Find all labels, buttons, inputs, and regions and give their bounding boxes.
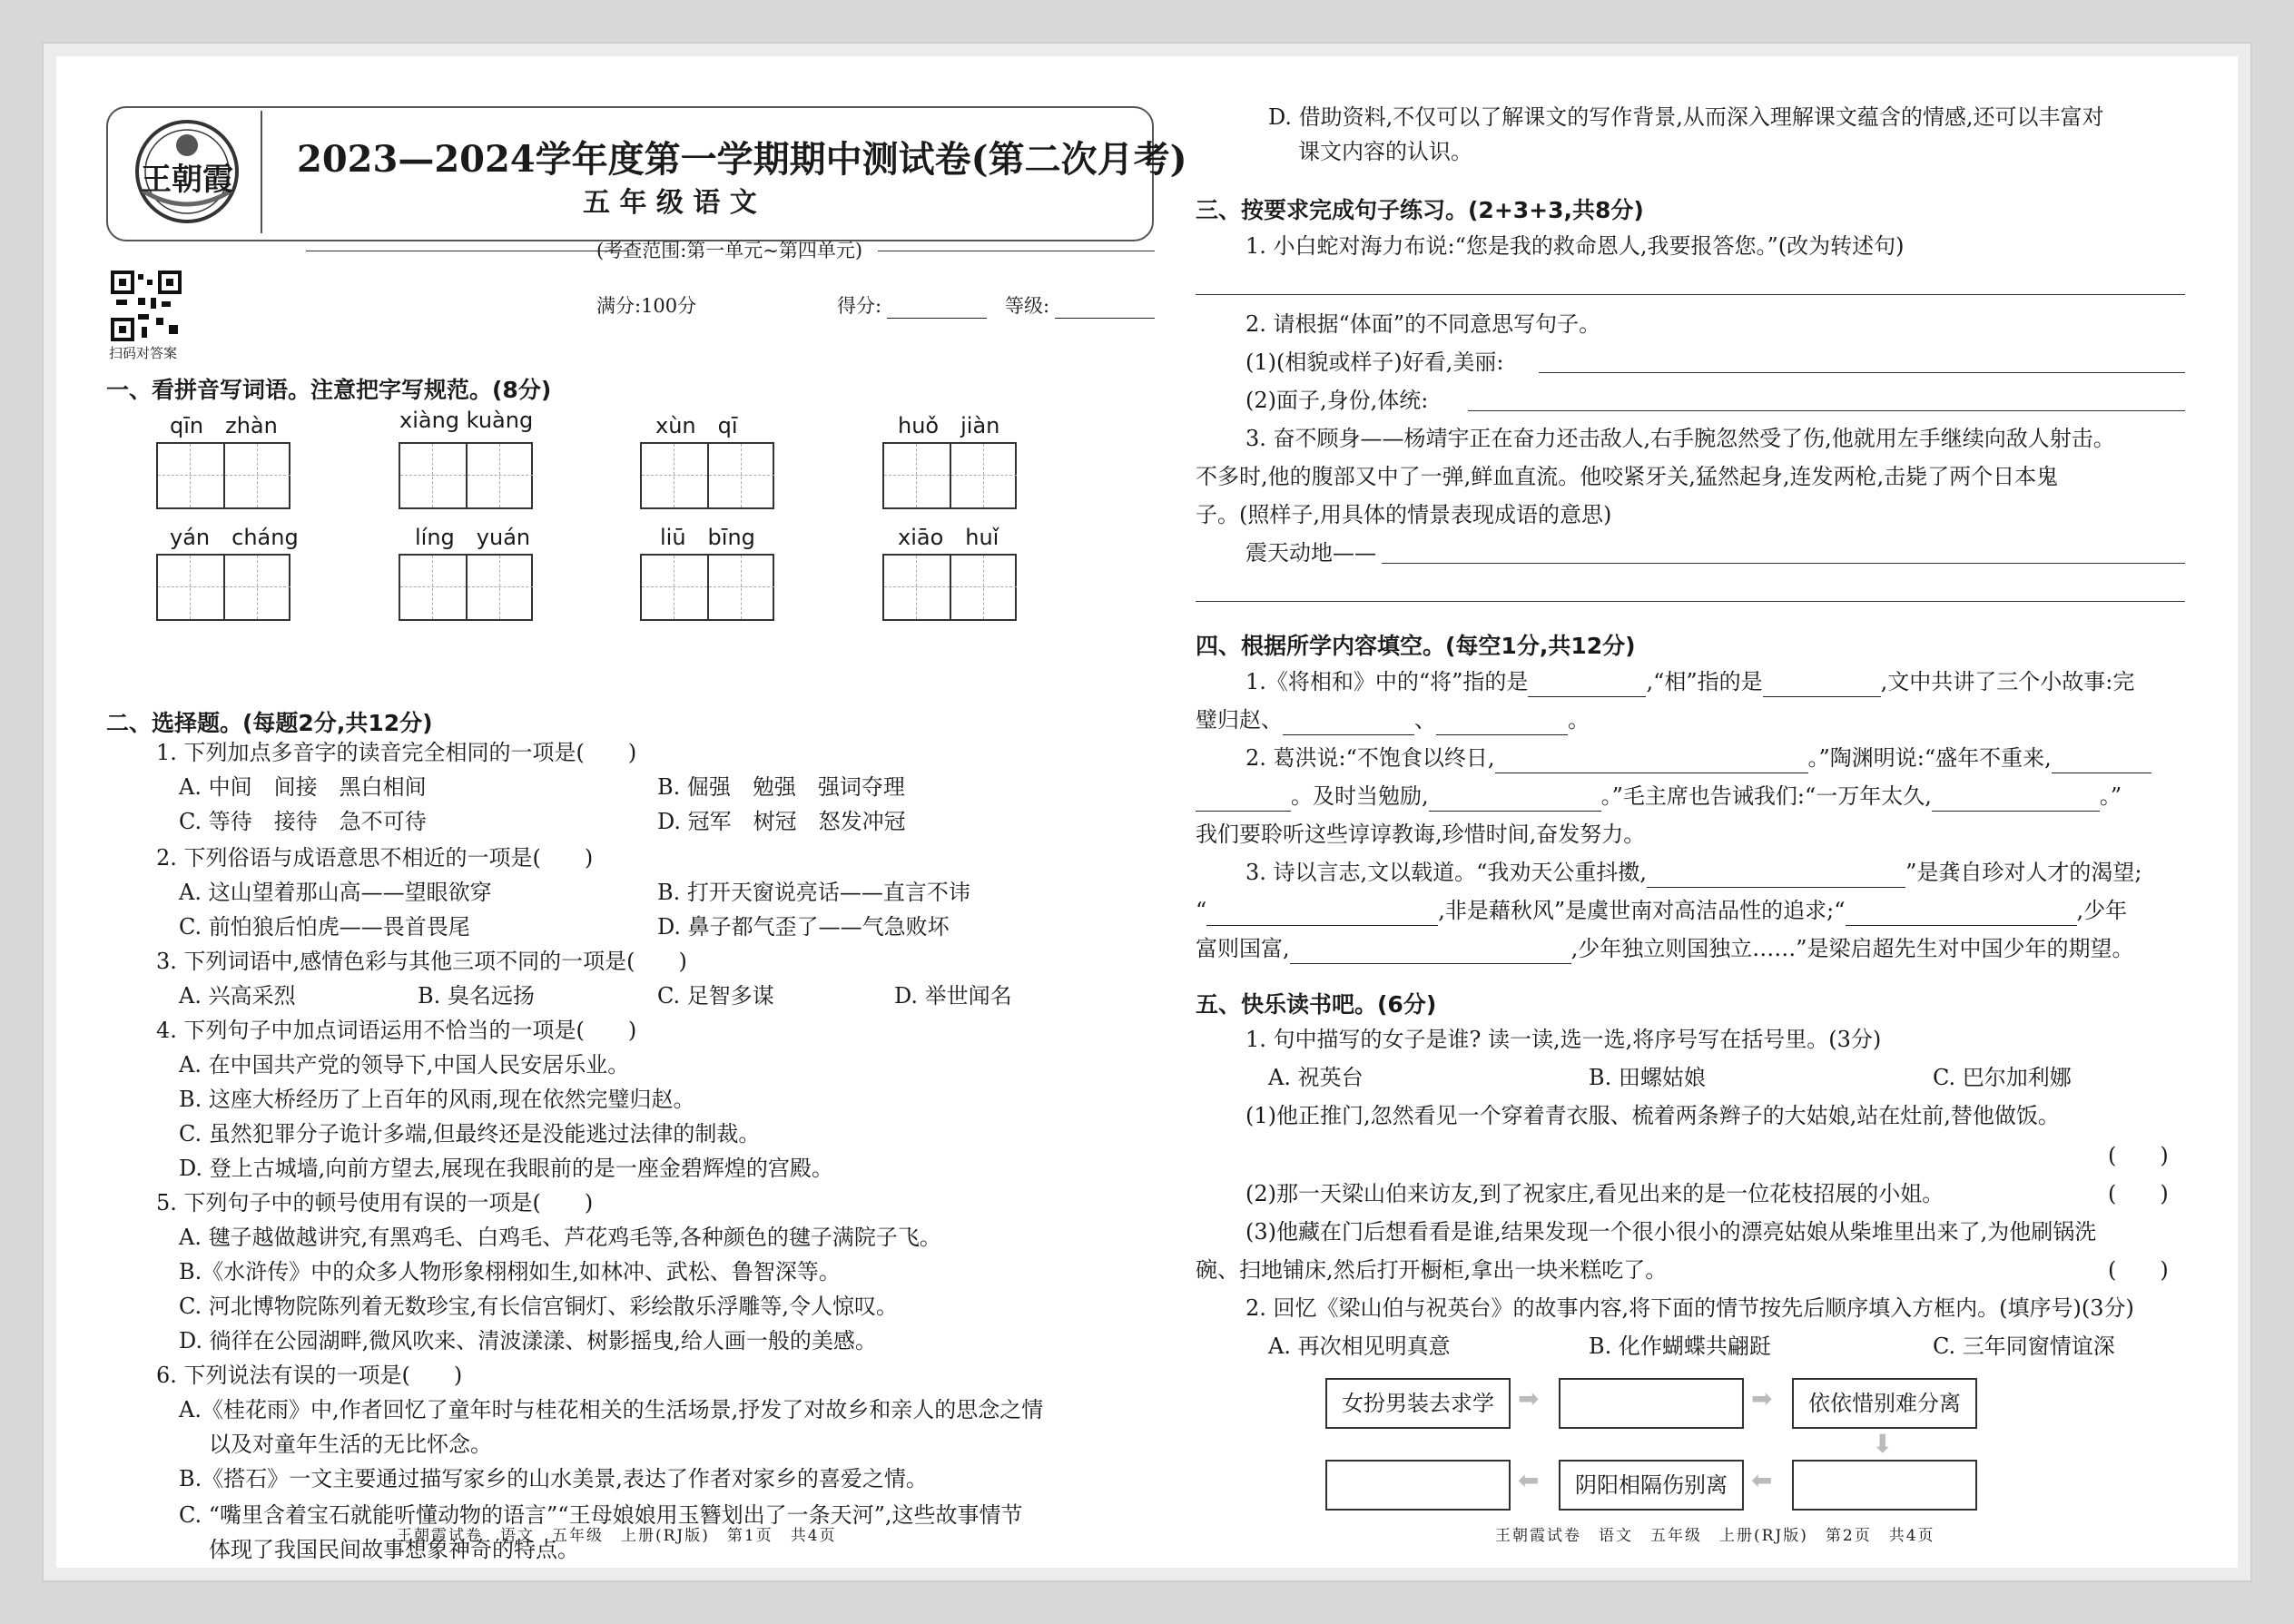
- char-grid-3[interactable]: [640, 442, 774, 509]
- pinyin-2: xiàng kuàng: [399, 408, 534, 433]
- q2-6-option-a-line1[interactable]: A.《桂花雨》中,作者回忆了童年时与桂花相关的生活场景,抒发了对故乡和亲人的思念之情: [179, 1397, 1044, 1422]
- q5-1-answer-3[interactable]: ( ): [2108, 1257, 2169, 1283]
- section-2-heading: 二、选择题。(每题2分,共12分): [106, 710, 433, 736]
- q3-3-answer-line-2[interactable]: [1196, 601, 2185, 602]
- q4-blank-6b[interactable]: [1196, 789, 1291, 812]
- q4-blank-2[interactable]: [1763, 674, 1881, 697]
- q2-6-option-b[interactable]: B.《搭石》一文主要通过描写家乡的山水美景,表达了作者对家乡的喜爱之情。: [179, 1466, 928, 1491]
- q4-blank-5[interactable]: [1495, 751, 1808, 773]
- q3-3-line4: 震天动地——: [1245, 540, 1376, 566]
- q2-5-option-d[interactable]: D. 徜徉在公园湖畔,微风吹来、清波漾漾、树影摇曳,给人画一般的美感。: [179, 1328, 877, 1353]
- q2-2-option-b[interactable]: B. 打开天窗说亮话——直言不讳: [657, 880, 970, 905]
- q4-blank-7[interactable]: [1429, 789, 1601, 812]
- page-1: [106, 56, 1187, 1568]
- q5-1-answer-1[interactable]: ( ): [2108, 1143, 2169, 1168]
- q3-3-line1: 3. 奋不顾身——杨靖宇正在奋力还击敌人,右手腕忽然受了伤,他就用左手继续向敌人射击。: [1245, 426, 2115, 451]
- q4-text-2c: 。: [1568, 707, 1590, 733]
- q2-2-stem: 2. 下列俗语与成语意思不相近的一项是( ): [156, 845, 594, 871]
- q4-text-1b: ,“相”指的是: [1646, 669, 1763, 694]
- section-4-heading: 四、根据所学内容填空。(每空1分,共12分): [1196, 633, 1636, 659]
- q5-2-plot-c: C. 三年同窗情谊深: [1933, 1334, 2115, 1359]
- q4-blank-10[interactable]: [1206, 903, 1438, 926]
- q4-text-3b: 。”陶渊明说:“盛年不重来,: [1807, 745, 2052, 771]
- q2-3-option-a[interactable]: A. 兴高采烈: [179, 983, 296, 1009]
- exam-scope: (考查范围:第一单元~第四单元): [596, 240, 863, 261]
- pinyin-6: líng yuán: [415, 525, 531, 550]
- qr-caption: 扫码对答案: [109, 345, 178, 361]
- page-2: [1196, 56, 2208, 1568]
- grade-label: 等级:: [1005, 295, 1050, 317]
- q4-text-1a: 1.《将相和》中的“将”指的是: [1245, 669, 1529, 694]
- q4-blank-8[interactable]: [1932, 789, 2100, 812]
- q2-3-option-b[interactable]: B. 臭名远扬: [418, 983, 535, 1009]
- q4-blank-12[interactable]: [1290, 941, 1571, 964]
- flow-box-1: 女扮男装去求学: [1325, 1378, 1511, 1429]
- pinyin-5: yán cháng: [170, 525, 299, 550]
- q3-3-answer-line-1[interactable]: [1382, 563, 2185, 564]
- q4-text-4c: 。”: [2099, 783, 2122, 809]
- q4-line3: [1245, 743, 2151, 773]
- q4-blank-4[interactable]: [1436, 713, 1568, 735]
- exam-title: 2023—2024学年度第一学期期中测试卷(第二次月考): [297, 138, 1187, 181]
- char-grid-6[interactable]: [399, 554, 533, 621]
- arrow-left-icon: ⬅: [1518, 1465, 1540, 1495]
- q2-1-option-d[interactable]: D. 冠军 树冠 怒发冲冠: [657, 809, 906, 834]
- q4-text-6a: 3. 诗以言志,文以载道。“我劝天公重抖擞,: [1245, 860, 1648, 885]
- q4-line5: 我们要聆听这些谆谆教诲,珍惜时间,奋发努力。: [1196, 822, 1646, 847]
- q4-line7: [1196, 895, 2127, 926]
- arrow-right-icon: ➡: [1751, 1383, 1773, 1413]
- q3-1-stem: 1. 小白蛇对海力布说:“您是我的救命恩人,我要报答您。”(改为转述句): [1245, 233, 1905, 259]
- q2-1-option-b[interactable]: B. 倔强 勉强 强词夺理: [657, 774, 905, 800]
- pinyin-8: xiāo huǐ: [898, 525, 999, 550]
- arrow-right-icon: ➡: [1518, 1383, 1540, 1413]
- q5-1-answer-2[interactable]: ( ): [2108, 1181, 2169, 1206]
- q4-blank-11[interactable]: [1846, 903, 2077, 926]
- q4-text-2b: 、: [1414, 707, 1436, 733]
- q5-2-plot-a: A. 再次相见明真意: [1268, 1334, 1451, 1359]
- q5-1-sentence-3b: 碗、扫地铺床,然后打开橱柜,拿出一块米糕吃了。: [1196, 1257, 1668, 1283]
- q2-1-stem: 1. 下列加点多音字的读音完全相同的一项是( ): [156, 740, 637, 765]
- q5-1-stem: 1. 句中描写的女子是谁? 读一读,选一选,将序号写在括号里。(3分): [1245, 1027, 1882, 1052]
- flow-box-6[interactable]: [1792, 1460, 1977, 1511]
- q2-6-stem: 6. 下列说法有误的一项是( ): [156, 1363, 463, 1388]
- q4-text-7b: ,非是藉秋风”是虞世南对高洁品性的追求;“: [1438, 898, 1846, 923]
- q5-2-stem: 2. 回忆《梁山伯与祝英台》的故事内容,将下面的情节按先后顺序填入方框内。(填序号)(3分): [1245, 1295, 2134, 1321]
- q2-5-option-c[interactable]: C. 河北博物院陈列着无数珍宝,有长信宫铜灯、彩绘散乐浮雕等,令人惊叹。: [179, 1294, 899, 1319]
- arrow-left-icon: ⬅: [1751, 1465, 1773, 1495]
- qr-code-icon[interactable]: [111, 271, 182, 341]
- section-1-heading: 一、看拼音写词语。注意把字写规范。(8分): [106, 377, 552, 403]
- pinyin-1: qīn zhàn: [170, 413, 278, 438]
- q5-1-option-a[interactable]: A. 祝英台: [1268, 1065, 1364, 1090]
- q4-line4: [1196, 781, 2122, 812]
- char-grid-5[interactable]: [156, 554, 290, 621]
- q5-1-sentence-1: (1)他正推门,忽然看见一个穿着青衣服、梳着两条辫子的大姑娘,站在灶前,替他做饭。: [1245, 1103, 2060, 1128]
- q2-2-option-c[interactable]: C. 前怕狼后怕虎——畏首畏尾: [179, 914, 470, 940]
- q2-5-option-a[interactable]: A. 毽子越做越讲究,有黑鸡毛、白鸡毛、芦花鸡毛等,各种颜色的毽子满院子飞。: [179, 1225, 941, 1250]
- q4-line1: [1245, 666, 2134, 697]
- q5-1-option-b[interactable]: B. 田螺姑娘: [1589, 1065, 1706, 1090]
- q2-4-option-b[interactable]: B. 这座大桥经历了上百年的风雨,现在依然完璧归赵。: [179, 1087, 695, 1112]
- q2-3-stem: 3. 下列词语中,感情色彩与其他三项不同的一项是( ): [156, 949, 687, 974]
- q2-6-option-a-line2: 以及对童年生活的无比怀念。: [209, 1432, 492, 1457]
- q3-2-part-1-line[interactable]: [1539, 372, 2185, 373]
- q2-5-option-b[interactable]: B.《水浒传》中的众多人物形象栩栩如生,如林冲、武松、鲁智深等。: [179, 1259, 841, 1284]
- flow-box-3: 依依惜别难分离: [1792, 1378, 1977, 1429]
- q5-1-sentence-3a: (3)他藏在门后想看看是谁,结果发现一个很小很小的漂亮姑娘从柴堆里出来了,为他刷锅洗: [1245, 1219, 2097, 1245]
- q2-6-option-d-line1[interactable]: D. 借助资料,不仅可以了解课文的写作背景,从而深入理解课文蕴含的情感,还可以丰富对: [1268, 104, 2104, 130]
- q5-1-option-c[interactable]: C. 巴尔加利娜: [1933, 1065, 2072, 1090]
- q4-text-4a: 。及时当勉励,: [1291, 783, 1429, 809]
- full-score: 满分:100分: [596, 295, 697, 317]
- score-field[interactable]: [887, 296, 987, 319]
- q2-3-option-d[interactable]: D. 举世闻名: [894, 983, 1012, 1009]
- q4-blank-9[interactable]: [1647, 865, 1905, 888]
- q5-2-plot-b: B. 化作蝴蝶共翩跹: [1589, 1334, 1771, 1359]
- char-grid-4[interactable]: [882, 442, 1017, 509]
- section-5-heading: 五、快乐读书吧。(6分): [1196, 991, 1437, 1018]
- flow-box-4[interactable]: [1325, 1460, 1511, 1511]
- q2-3-option-c[interactable]: C. 足智多谋: [657, 983, 774, 1009]
- header-divider: [261, 111, 262, 233]
- q4-line8: [1196, 933, 2134, 964]
- pinyin-7: liū bīng: [660, 525, 755, 550]
- grade-field[interactable]: [1055, 296, 1155, 319]
- q4-blank-3[interactable]: [1283, 713, 1414, 735]
- q4-text-3a: 2. 葛洪说:“不饱食以终日,: [1245, 745, 1495, 771]
- q2-4-option-c[interactable]: C. 虽然犯罪分子诡计多端,但最终还是没能逃过法律的制裁。: [179, 1121, 761, 1147]
- q2-4-option-a[interactable]: A. 在中国共产党的领导下,中国人民安居乐业。: [179, 1052, 630, 1078]
- q2-6-option-d-line2: 课文内容的认识。: [1298, 139, 1472, 164]
- char-grid-2[interactable]: [399, 442, 533, 509]
- q2-4-option-d[interactable]: D. 登上古城墙,向前方望去,展现在我眼前的是一座金碧辉煌的宫殿。: [179, 1156, 833, 1181]
- section-3-heading: 三、按要求完成句子练习。(2+3+3,共8分): [1196, 197, 1644, 223]
- char-grid-8[interactable]: [882, 554, 1017, 621]
- q4-text-8a: 富则国富,: [1196, 936, 1290, 961]
- q4-text-1c: ,文中共讲了三个小故事:完: [1880, 669, 2135, 694]
- q4-text-8b: ,少年独立则国独立……”是梁启超先生对中国少年的期望。: [1570, 936, 2134, 961]
- q4-line6: [1245, 857, 2141, 888]
- q4-text-7c: ,少年: [2076, 898, 2128, 923]
- q2-5-stem: 5. 下列句子中的顿号使用有误的一项是( ): [156, 1190, 594, 1216]
- q4-blank-1[interactable]: [1528, 674, 1646, 697]
- pinyin-3: xùn qī: [655, 413, 738, 438]
- page-2-footer: 王朝霞试卷 语文 五年级 上册(RJ版) 第2页 共4页: [1495, 1527, 1935, 1545]
- q3-2-stem: 2. 请根据“体面”的不同意思写句子。: [1245, 311, 1601, 337]
- q4-text-2a: 璧归赵、: [1196, 707, 1283, 733]
- q2-6-option-c-line2: 体现了我国民间故事想象神奇的特点。: [209, 1537, 579, 1562]
- q4-line2: [1196, 704, 1590, 735]
- q2-4-stem: 4. 下列句子中加点词语运用不恰当的一项是( ): [156, 1018, 637, 1043]
- q4-blank-6[interactable]: [2052, 751, 2151, 773]
- q3-2-part-2: (2)面子,身份,体统:: [1245, 388, 1429, 413]
- flow-box-2[interactable]: [1559, 1378, 1744, 1429]
- q4-text-6b: ”是龚自珍对人才的渴望;: [1905, 860, 2142, 885]
- q5-1-sentence-2: (2)那一天梁山伯来访友,到了祝家庄,看见出来的是一位花枝招展的小姐。: [1245, 1181, 1944, 1206]
- q4-text-4b: 。”毛主席也告诫我们:“一万年太久,: [1600, 783, 1932, 809]
- q3-2-part-2-line[interactable]: [1468, 410, 2185, 411]
- char-grid-7[interactable]: [640, 554, 774, 621]
- char-grid-1[interactable]: [156, 442, 290, 509]
- q3-3-line2: 不多时,他的腹部又中了一弹,鲜血直流。他咬紧牙关,猛然起身,连发两枪,击毙了两个日本鬼: [1196, 464, 2059, 489]
- q2-2-option-d[interactable]: D. 鼻子都气歪了——气急败坏: [657, 914, 950, 940]
- q4-text-7a: “: [1196, 898, 1207, 923]
- arrow-down-icon: ⬇: [1872, 1429, 1894, 1459]
- exam-subtitle: 五 年 级 语 文: [583, 187, 757, 219]
- q2-2-option-a[interactable]: A. 这山望着那山高——望眼欲穿: [179, 880, 492, 905]
- logo-seal: [133, 118, 241, 225]
- q3-2-part-1: (1)(相貌或样子)好看,美丽:: [1245, 349, 1504, 375]
- exam-sheet: [56, 56, 2238, 1568]
- page-1-footer-visible: 王朝霞试卷 语文 五年级 上册(RJ版) 第1页 共4页: [397, 1527, 837, 1545]
- q2-1-option-c[interactable]: C. 等待 接待 急不可待: [179, 809, 427, 834]
- q3-1-answer-line[interactable]: [1196, 294, 2185, 295]
- pinyin-4: huǒ jiàn: [898, 413, 1000, 438]
- logo-text: 王朝霞: [141, 162, 233, 198]
- q2-1-option-a[interactable]: A. 中间 间接 黑白相间: [179, 774, 427, 800]
- q3-3-line3: 子。(照样子,用具体的情景表现成语的意思): [1196, 502, 1612, 527]
- flow-box-5: 阴阳相隔伤别离: [1559, 1460, 1744, 1511]
- q2-6-option-c-line1[interactable]: C. “嘴里含着宝石就能听懂动物的语言”“王母娘娘用玉簪划出了一条天河”,这些故事情节: [179, 1502, 1023, 1528]
- score-label: 得分:: [837, 295, 882, 317]
